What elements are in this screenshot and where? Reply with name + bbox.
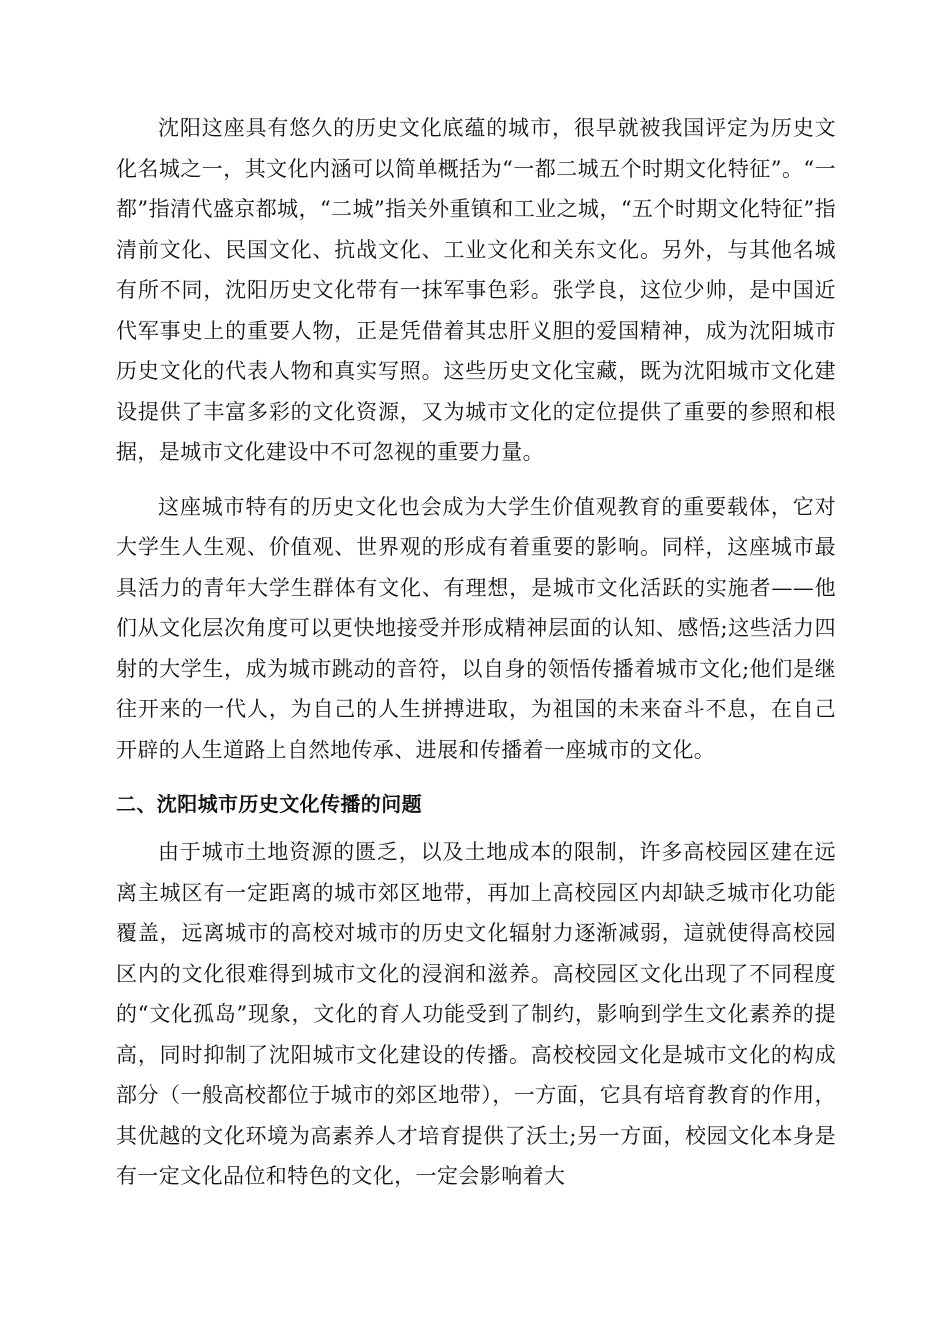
section-heading: 二、沈阳城市历史文化传播的问题	[116, 792, 422, 816]
paragraph-spacer	[116, 473, 836, 487]
paragraph-students-culture: 这座城市特有的历史文化也会成为大学生价值观教育的重要载体，它对大学生人生观、价值观、世界观的形成有着重要的影响。同样，这座城市最具活力的青年大学生群体有文化、有理想，是城市文化活跃的实施者——他们从文化层次角度可以更快地接受并形成精神层面的认知、感悟;这些活力四射的大学生，成为城市跳动的音符，以自身的领悟传播着城市文化;他们是继往开来的一代人，为自己的人生拼搏进取，为祖国的未来奋斗不息，在自己开辟的人生道路上自然地传承、进展和传播着一座城市的文化。	[116, 494, 836, 762]
paragraph-history-overview: 沈阳这座具有悠久的历史文化底蕴的城市，很早就被我国评定为历史文化名城之一，其文化内涵可以简单概括为“一都二城五个时期文化特征”。“一都”指清代盛京都城，“二城”指关外重镇和工业之城，“五个时期文化特征”指清前文化、民国文化、抗战文化、工业文化和关东文化。另外，与其他名城有所不同，沈阳历史文化带有一抹军事色彩。张学良，这位少帅，是中国近代军事史上的重要人物，正是凭借着其忠肝义胆的爱国精神，成为沈阳城市历史文化的代表人物和真实写照。这些历史文化宝藏，既为沈阳城市文化建设提供了丰富多彩的文化资源，又为城市文化的定位提供了重要的参照和根据，是城市文化建设中不可忽视的重要力量。	[116, 116, 836, 464]
paragraph-spacer	[116, 824, 836, 832]
paragraph-campus-problem: 由于城市土地资源的匮乏，以及土地成本的限制，许多高校园区建在远离主城区有一定距离的城市郊区地带，再加上高校园区内却缺乏城市化功能覆盖，远离城市的高校对城市的历史文化辐射力逐渐减弱，這就使得高校园区内的文化很难得到城市文化的浸润和滋养。高校园区文化出现了不同程度的“文化孤岛”现象，文化的育人功能受到了制约，影响到学生文化素养的提高，同时抑制了沈阳城市文化建设的传播。高校校园文化是城市文化的构成部分（一般高校都位于城市的郊区地带），一方面，它具有培育教育的作用，其优越的文化环境为高素养人才培育提供了沃土;另一方面，校园文化本身是有一定文化品位和特色的文化，一定会影响着大	[116, 840, 836, 1188]
document-page	[116, 108, 836, 1197]
paragraph-spacer	[116, 770, 836, 784]
